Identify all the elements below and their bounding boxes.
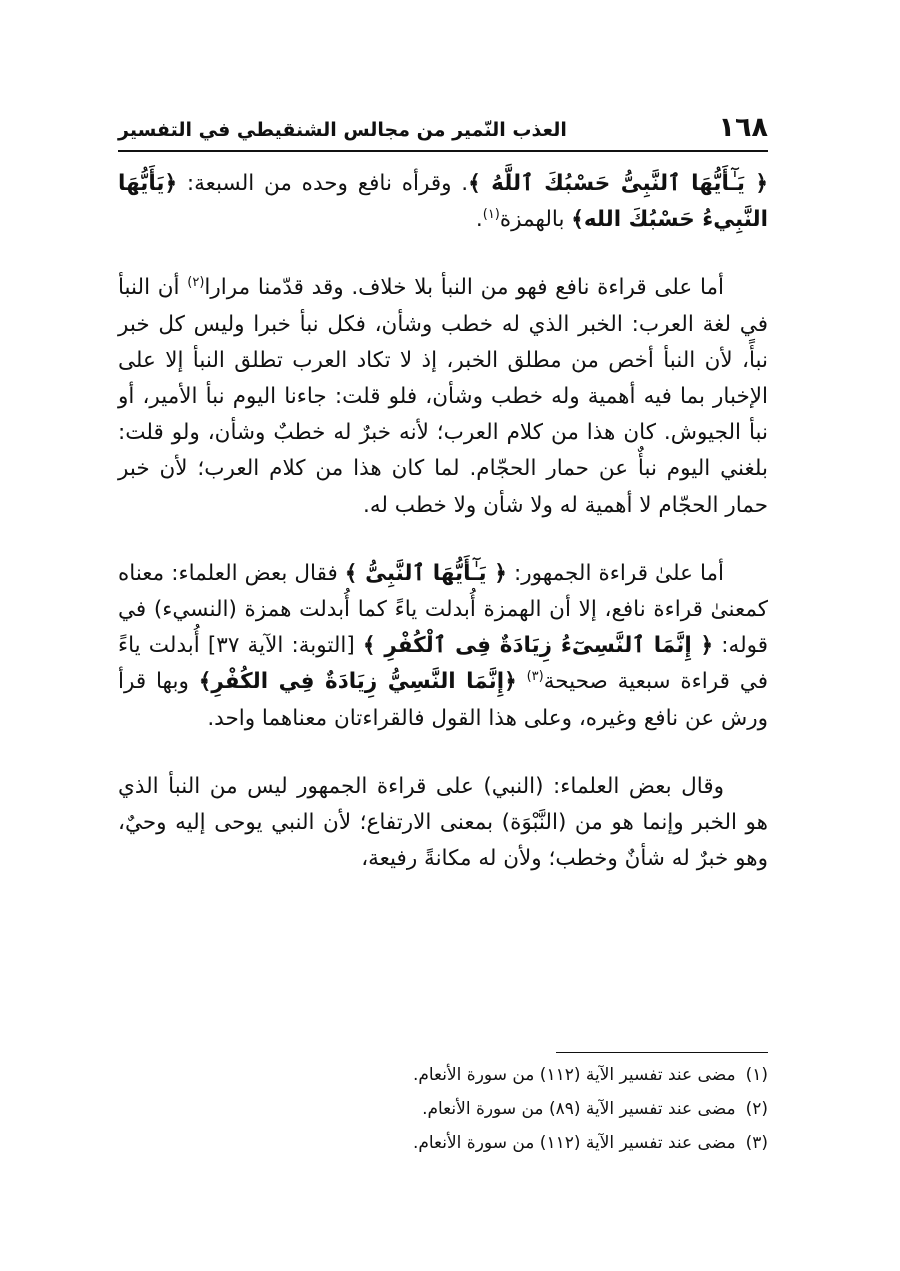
footnote-1	[118, 1058, 768, 1092]
text-segment: . وقرأه نافع وحده من السبعة:	[177, 171, 469, 196]
footnote-number: (٢)	[745, 1099, 768, 1119]
text-segment: بالهمزة	[499, 207, 572, 233]
footnote-3	[118, 1126, 768, 1160]
text-segment: فقال بعض العلماء: معناه كمعنىٰ قراءة نافع، إلا أن الهمزة أُبدلت ياءً كما أُبدلت همزة (النسيء) في قوله:	[118, 560, 768, 659]
footnote-2	[118, 1092, 768, 1126]
paragraph-gap	[118, 737, 768, 769]
text-segment: [التوبة: الآية ٣٧] أُبدلت ياءً في قراءة سبعية صحيحة	[118, 633, 768, 695]
paragraph-1	[118, 166, 768, 238]
footnote-number: (١)	[745, 1065, 768, 1085]
text-segment: .	[475, 207, 483, 233]
footnote-text: مضى عند تفسير الآية (٨٩) من سورة الأنعام.	[422, 1099, 736, 1119]
text-segment: أن النبأ في لغة العرب: الخبر الذي له خطب وشأن، فكل نبأ خبرا وليس كل خبر نبأً، لأن النبأ أخص من مطلق الخبر، إذ لا تكاد العرب تطلق النبأ إلا على الإخبار بما فيه أهمية وله خطب وشأن، فلو قلت: جاءنا اليوم نبأ الأمير، أو نبأ الجيوش. كان هذا من كلام العرب؛ لأنه خبرٌ له خطبٌ وشأن، ولو قلت: بلغني اليوم نبأٌ عن حمار الحجّام. لما كان هذا من كلام العرب؛ لأن خبر حمار الحجّام لا أهمية له ولا شأن ولا خطب له.	[118, 275, 768, 518]
text-segment	[517, 669, 527, 694]
header-divider	[118, 150, 768, 152]
text-segment: أما علىٰ قراءة الجمهور:	[506, 560, 724, 586]
page-body	[118, 166, 768, 877]
paragraph-gap	[118, 238, 768, 270]
page-header	[118, 108, 768, 148]
footnote-text: مضى عند تفسير الآية (١١٢) من سورة الأنعام.	[412, 1133, 736, 1153]
footnote-number: (٣)	[745, 1133, 768, 1153]
running-title: العذب النّمير من مجالس الشنقيطي في التفسير	[118, 119, 567, 141]
book-page	[118, 0, 768, 1271]
paragraph-4: وقال بعض العلماء: (النبي) على قراءة الجمهور ليس من النبأ الذي هو الخبر وإنما هو من (النَّبْوَة) بمعنى الارتفاع؛ لأن النبي يوحى إليه وحيٌ، وهو خبرٌ له شأنٌ وخطب؛ ولأن له مكانةً رفيعة،	[118, 773, 768, 872]
footnote-divider	[556, 1052, 768, 1053]
paragraph-3	[118, 556, 768, 737]
quran-verse: ﴿ يَـٰٓأَيُّهَا ٱلنَّبِىُّ ﴾	[344, 560, 507, 586]
quran-verse: ﴿ يَـٰٓأَيُّهَا ٱلنَّبِىُّ حَسْبُكَ ٱللَّهُ ﴾	[468, 171, 769, 196]
footnote-ref-2: (٢)	[187, 275, 205, 291]
quran-verse: ﴿ إِنَّمَا ٱلنَّسِىٓءُ زِيَادَةٌ فِى ٱلْكُفْرِ ﴾	[362, 633, 714, 659]
quran-verse: ﴿إِنَّمَا النَّسِيُّ زِيَادَةٌ فِي الكُفْرِ﴾	[198, 669, 517, 695]
quran-verse: ﴿يَأَيُّهَا النَّبِيءُ حَسْبُكَ الله﴾	[118, 171, 768, 233]
footnote-ref-3: (٣)	[526, 669, 544, 685]
footnotes	[118, 1058, 768, 1160]
footnote-text: مضى عند تفسير الآية (١١٢) من سورة الأنعام.	[412, 1065, 736, 1085]
text-segment: أما على قراءة نافع فهو من النبأ بلا خلاف. وقد قدّمنا مرارا	[204, 275, 724, 301]
text-segment: وبها قرأ ورش عن نافع وغيره، وعلى هذا القول فالقراءتان معناهما واحد.	[118, 669, 768, 731]
paragraph-gap	[118, 524, 768, 556]
paragraph-2	[118, 270, 768, 523]
footnote-ref-1: (١)	[482, 207, 500, 223]
page-number: ١٦٨	[718, 112, 768, 143]
